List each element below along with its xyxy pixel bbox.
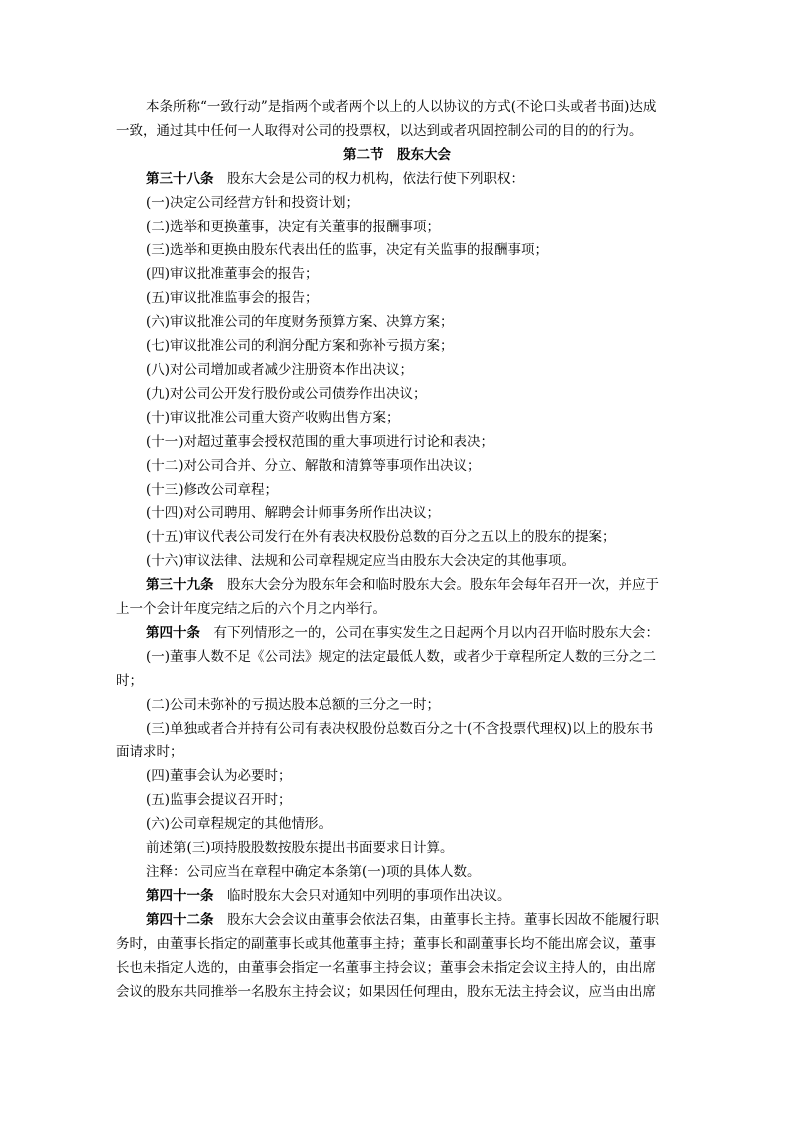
article-39-line-2: 上一个会计年度完结之后的六个月之内举行。 — [116, 601, 386, 618]
article-42 — [116, 909, 678, 933]
intro-line-1: 本条所称“一致行动”是指两个或者两个以上的人以协议的方式(不论口头或者书面)达成 — [146, 99, 657, 115]
article-40 — [116, 622, 678, 646]
article-40-note-2: 注释：公司应当在章程中确定本条第(一)项的具体人数。 — [146, 864, 481, 880]
article-38-item: (十六)审议法律、法规和公司章程规定应当由股东大会决定的其他事项。 — [146, 553, 576, 570]
article-40-note-1: 前述第(三)项持股股数按股东提出书面要求日计算。 — [146, 840, 454, 857]
article-38-item: (四)审议批准董事会的报告； — [146, 266, 319, 283]
article-40-item-2: (二)公司未弥补的亏损达股本总额的三分之一时； — [146, 696, 441, 713]
intro-line-2: 一致，通过其中任何一人取得对公司的投票权，以达到或者巩固控制公司的目的的行为。 — [116, 122, 643, 139]
article-41-text: 临时股东大会只对通知中列明的事项作出决议。 — [213, 887, 511, 904]
article-38-item: (十)审议批准公司重大资产收购出售方案； — [146, 409, 400, 426]
article-39 — [116, 574, 678, 598]
article-42-line-3: 长也未指定人选的，由董事会指定一名董事主持会议；董事会未指定会议主持人的，由出席 — [116, 959, 656, 976]
article-38-item: (十五)审议代表公司发行在外有表决权股份总数的百分之五以上的股东的提案； — [146, 529, 616, 546]
article-42-text: 股东大会会议由董事会依法召集，由董事长主持。董事长因故不能履行职 — [213, 911, 659, 928]
article-38-item: (一)决定公司经营方针和投资计划； — [146, 194, 360, 211]
article-40-number: 第四十条 — [146, 624, 200, 641]
article-38-item: (十一)对超过董事会授权范围的重大事项进行讨论和表决； — [146, 433, 495, 450]
article-38-item: (三)选举和更换由股东代表出任的监事，决定有关监事的报酬事项； — [146, 242, 549, 259]
article-42-number: 第四十二条 — [146, 911, 214, 928]
article-38 — [116, 168, 678, 192]
article-38-item: (十二)对公司合并、分立、解散和清算等事项作出决议； — [146, 457, 481, 474]
article-40-item-3-cont: 面请求时； — [116, 744, 184, 761]
article-40-item-1: (一)董事人数不足《公司法》规定的法定最低人数，或者少于章程所定人数的三分之二 — [146, 648, 657, 665]
article-38-item: (十四)对公司聘用、解聘会计师事务所作出决议； — [146, 505, 441, 522]
article-42-line-4: 会议的股东共同推举一名股东主持会议；如果因任何理由，股东无法主持会议，应当由出席 — [116, 983, 656, 1000]
article-38-item: (二)选举和更换董事，决定有关董事的报酬事项； — [146, 218, 441, 235]
article-38-item: (六)审议批准公司的年度财务预算方案、决算方案； — [146, 314, 454, 331]
article-40-item-4: (四)董事会认为必要时； — [146, 768, 292, 785]
article-40-item-5: (五)监事会提议召开时； — [146, 792, 292, 809]
article-38-text: 股东大会是公司的权力机构，依法行使下列职权： — [213, 170, 524, 187]
article-38-item: (十三)修改公司章程； — [146, 481, 279, 498]
article-38-item: (八)对公司增加或者减少注册资本作出决议； — [146, 361, 414, 378]
article-38-item: (七)审议批准公司的利润分配方案和弥补亏损方案； — [146, 338, 454, 355]
article-39-number: 第三十九条 — [146, 577, 214, 594]
article-38-item: (九)对公司公开发行股份或公司债券作出决议； — [146, 385, 427, 402]
document-page — [116, 96, 678, 1004]
article-38-item: (五)审议批准监事会的报告； — [146, 290, 319, 307]
article-41-number: 第四十一条 — [146, 887, 214, 904]
article-41 — [116, 885, 678, 909]
article-40-item-6: (六)公司章程规定的其他情形。 — [146, 816, 333, 833]
article-39-text: 股东大会分为股东年会和临时股东大会。股东年会每年召开一次，并应于 — [213, 577, 659, 594]
article-38-number: 第三十八条 — [146, 170, 214, 187]
article-40-text: 有下列情形之一的，公司在事实发生之日起两个月以内召开临时股东大会： — [200, 624, 659, 641]
article-40-item-1-cont: 时； — [116, 672, 143, 689]
article-42-line-2: 务时，由董事长指定的副董事长或其他董事主持；董事长和副董事长均不能出席会议，董事 — [116, 935, 656, 952]
article-40-item-3: (三)单独或者合并持有公司有表决权股份总数百分之十(不含投票代理权)以上的股东书 — [146, 720, 654, 737]
section-title: 第二节 股东大会 — [343, 146, 451, 163]
